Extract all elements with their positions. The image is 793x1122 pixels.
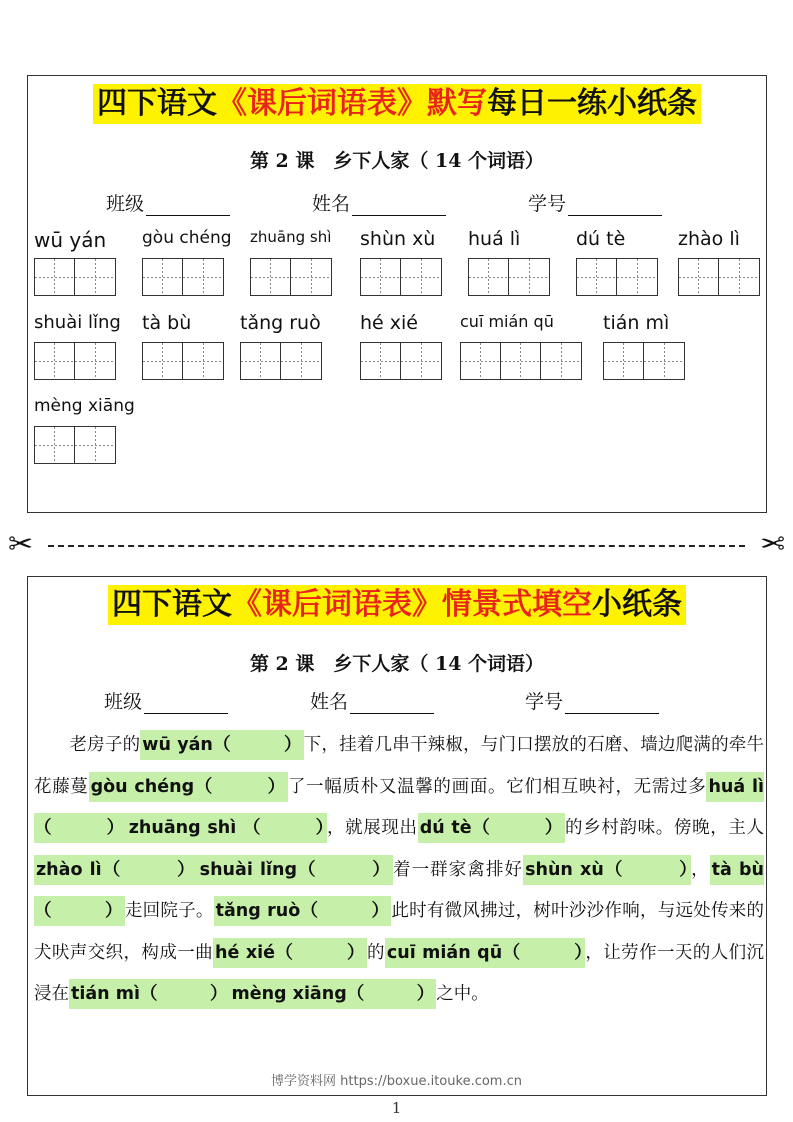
answer-blank[interactable]: tián mì（ ） [69, 979, 229, 1009]
number-field[interactable]: 学号 [528, 189, 662, 216]
answer-blank[interactable]: shuài lǐng（ ） [198, 855, 393, 885]
sheet1-title-post: 每日一练小纸条 [487, 86, 697, 121]
pinyin-label: tián mì [603, 312, 670, 334]
cut-line [8, 527, 785, 562]
footer-watermark: 博学资料网 https://boxue.itouke.com.cn [271, 1074, 522, 1089]
grid-cell[interactable] [679, 259, 719, 295]
dictation-sheet [27, 75, 767, 513]
grid-cell[interactable] [143, 343, 183, 379]
passage-text: ，就展现出 [326, 818, 418, 838]
grid-cell[interactable] [401, 343, 441, 379]
sheet1-lesson: 第 2 课 乡下人家（ 14 个词语） [249, 150, 545, 172]
number-field[interactable]: 学号 [525, 687, 659, 714]
grid-cell[interactable] [577, 259, 617, 295]
answer-blank[interactable]: hé xié（ ） [213, 938, 367, 968]
passage-text: 此时有微风拂过，树叶沙沙作响，与远处传来的犬吠声交织，构成一曲 [34, 901, 765, 963]
writing-grid[interactable] [250, 258, 332, 296]
passage-text: 的乡村韵味。傍晚，主人 [565, 818, 765, 838]
grid-cell[interactable] [509, 259, 549, 295]
writing-grid[interactable] [360, 258, 442, 296]
sheet2-fields [28, 687, 766, 713]
sheet2-title-pre: 四下语文 [112, 587, 232, 622]
pinyin-label: zhào lì [678, 228, 740, 250]
writing-grid[interactable] [603, 342, 685, 380]
answer-blank[interactable]: zhào lì（ ） [34, 855, 198, 885]
writing-grid[interactable] [240, 342, 322, 380]
pinyin-label: dú tè [576, 228, 626, 250]
answer-blank[interactable]: tǎng ruò（ ） [214, 896, 392, 926]
pinyin-label: cuī mián qū [460, 312, 554, 331]
pinyin-label: shuài lǐng [34, 312, 121, 333]
passage-text: 老房子的 [34, 735, 141, 755]
answer-blank[interactable]: dú tè（ ） [418, 813, 565, 843]
pinyin-label: gòu chéng [142, 228, 232, 248]
grid-cell[interactable] [644, 343, 684, 379]
grid-cell[interactable] [541, 343, 581, 379]
grid-cell[interactable] [401, 259, 441, 295]
passage-text: ， [691, 859, 710, 880]
dashed-line [48, 545, 745, 547]
pinyin-label: huá lì [468, 228, 521, 250]
grid-cell[interactable] [461, 343, 501, 379]
passage-text: 的 [366, 942, 385, 963]
scissors-right-icon: ✂ [759, 527, 785, 562]
passage-text: 走回院子。 [124, 901, 214, 921]
sheet1-fields [28, 189, 766, 215]
sheet2-lesson: 第 2 课 乡下人家（ 14 个词语） [249, 653, 545, 675]
grid-cell[interactable] [75, 427, 115, 463]
page-number: 1 [391, 1099, 402, 1117]
writing-grid[interactable] [460, 342, 582, 380]
grid-cell[interactable] [361, 343, 401, 379]
grid-cell[interactable] [183, 259, 223, 295]
grid-cell[interactable] [361, 259, 401, 295]
sheet1-title-red: 《课后词语表》默写 [217, 86, 487, 121]
passage-text: 之中。 [436, 984, 489, 1004]
answer-blank[interactable]: zhuāng shì （ ） [127, 813, 327, 843]
pinyin-label: tà bù [142, 312, 192, 334]
pinyin-label: zhuāng shì [250, 228, 332, 246]
answer-blank[interactable]: mèng xiāng（ ） [229, 979, 436, 1009]
pinyin-label: hé xié [360, 312, 418, 334]
sheet2-title [108, 585, 686, 625]
grid-cell[interactable] [75, 343, 115, 379]
writing-grid[interactable] [576, 258, 658, 296]
pinyin-label: shùn xù [360, 228, 436, 250]
name-field[interactable]: 姓名 [312, 189, 446, 216]
pinyin-label: mèng xiāng [34, 396, 135, 416]
fill-in-sheet [27, 576, 767, 1096]
grid-cell[interactable] [35, 259, 75, 295]
answer-blank[interactable]: cuī mián qū（ ） [385, 938, 586, 968]
writing-grid[interactable] [360, 342, 442, 380]
writing-grid[interactable] [142, 342, 224, 380]
class-field[interactable]: 班级 [104, 687, 228, 714]
pinyin-label: wū yán [34, 228, 107, 252]
answer-blank[interactable]: shùn xù（ ） [523, 855, 691, 885]
writing-grid[interactable] [142, 258, 224, 296]
grid-cell[interactable] [241, 343, 281, 379]
grid-cell[interactable] [143, 259, 183, 295]
writing-grid[interactable] [678, 258, 760, 296]
passage-text: ，让劳作一天的人们沉浸在 [34, 942, 764, 1004]
grid-cell[interactable] [75, 259, 115, 295]
story-passage [34, 725, 764, 1016]
grid-cell[interactable] [35, 343, 75, 379]
answer-blank[interactable]: wū yán（ ） [140, 730, 303, 760]
grid-cell[interactable] [251, 259, 291, 295]
sheet1-title [93, 84, 701, 124]
grid-cell[interactable] [35, 427, 75, 463]
grid-cell[interactable] [291, 259, 331, 295]
name-field[interactable]: 姓名 [310, 687, 434, 714]
writing-grid[interactable] [34, 258, 116, 296]
class-field[interactable]: 班级 [106, 189, 230, 216]
sheet2-title-red: 《课后词语表》情景式填空 [232, 587, 592, 622]
grid-cell[interactable] [281, 343, 321, 379]
scissors-left-icon: ✂ [8, 527, 34, 562]
grid-cell[interactable] [183, 343, 223, 379]
passage-text: 下，挂着几串干辣椒，与门口摆放的石磨、墙边爬满的牵牛花藤蔓 [34, 735, 764, 797]
answer-blank[interactable]: tà bù（ ） [34, 855, 764, 927]
answer-blank[interactable]: huá lì（ ） [34, 772, 764, 844]
grid-cell[interactable] [469, 259, 509, 295]
passage-text: 了一幅质朴又温馨的画面。它们相互映衬，无需过多 [287, 776, 707, 797]
writing-grid[interactable] [34, 426, 116, 464]
grid-cell[interactable] [617, 259, 657, 295]
pinyin-label: tǎng ruò [240, 312, 321, 334]
passage-text: 着一群家禽排好 [392, 859, 524, 880]
sheet2-title-post: 小纸条 [592, 587, 682, 622]
grid-cell[interactable] [604, 343, 644, 379]
grid-cell[interactable] [501, 343, 541, 379]
grid-cell[interactable] [719, 259, 759, 295]
writing-grid[interactable] [34, 342, 116, 380]
answer-blank[interactable]: gòu chéng（ ） [89, 772, 288, 802]
writing-grid[interactable] [468, 258, 550, 296]
sheet1-title-pre: 四下语文 [97, 86, 217, 121]
